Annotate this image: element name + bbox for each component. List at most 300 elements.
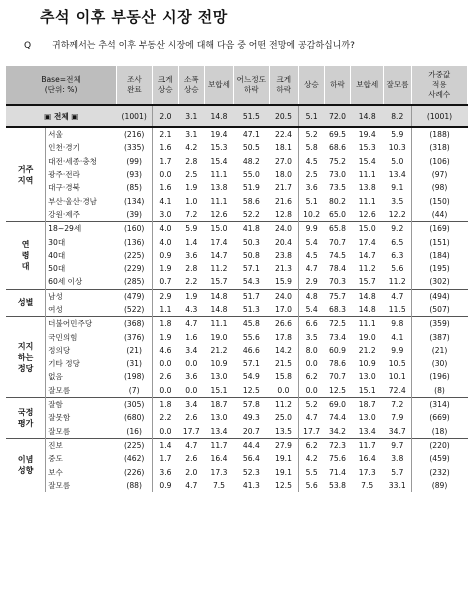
table-row [6,357,468,370]
table-cell: 17.7 [298,425,324,439]
total-cell: 14.8 [204,105,233,127]
table-cell: 12.8 [275,209,292,219]
table-cell: 0.0 [159,426,172,436]
table-cell: 10.1 [388,372,406,382]
table-cell: 51.7 [234,289,270,303]
table-cell: 73.5 [329,183,346,193]
table-cell: 7.9 [391,413,404,423]
table-cell: 5.9 [178,222,204,236]
table-cell: 27.0 [275,156,292,166]
table-cell: (169) [411,222,467,236]
table-row [6,181,468,194]
table-body [6,105,468,492]
table-cell: 6.3 [391,250,404,260]
table-cell: 75.7 [324,289,350,303]
table-cell: 13.0 [358,372,376,382]
table-cell: 68.3 [329,305,346,314]
column-header: 크게 상승 [152,66,178,105]
row-label: 기타 정당 [48,359,80,369]
table-cell: (89) [411,479,467,492]
table-cell: 15.1 [210,385,228,395]
table-cell: 21.7 [275,183,292,193]
table-cell: 3.8 [391,454,404,464]
question-marker: Q [24,41,32,51]
table-cell: 41.3 [242,480,260,490]
table-row [6,262,468,275]
table-row [6,155,468,168]
table-cell: 18.7 [351,397,384,411]
table-cell: (44) [411,208,467,222]
table-cell: 21.2 [358,345,376,355]
table-cell: 20.4 [275,237,292,247]
table-cell: 72.3 [324,438,350,452]
row-label: 강원·제주 [48,209,80,219]
total-cell: 14.8 [351,105,384,127]
table-cell: 1.7 [159,454,172,464]
table-cell: 6.2 [298,370,324,383]
table-cell: 11.1 [210,170,228,180]
table-cell: (359) [411,317,467,331]
total-cell: 20.5 [269,105,298,127]
table-cell: 7.5 [361,480,374,490]
group-label: 지지 하는 정당 [6,317,46,398]
table-cell: 68.6 [329,143,346,153]
table-cell: 19.4 [210,130,228,140]
table-cell: (31) [117,357,153,370]
table-cell: 2.9 [298,275,324,289]
table-cell: 9.9 [391,345,404,355]
table-cell: 15.1 [358,385,376,395]
table-row [6,465,468,478]
table-cell: 4.7 [298,411,324,424]
table-cell: 9.9 [298,222,324,236]
table-row [6,452,468,465]
table-cell: 5.7 [391,467,404,477]
row-label: 60세 이상 [48,277,83,287]
table-cell: 14.8 [351,289,384,303]
row-label: 서울 [48,130,63,140]
table-cell: 13.8 [210,183,228,193]
table-cell: (136) [117,235,153,248]
table-cell: 4.7 [384,289,411,303]
table-cell: 55.0 [242,170,260,180]
table-row [6,370,468,383]
table-cell: (220) [411,438,467,452]
table-cell: 11.1 [204,317,233,331]
table-cell: 22.4 [275,130,292,140]
table-cell: 2.1 [159,130,172,140]
table-cell: 0.9 [159,480,172,490]
table-cell: 69.0 [324,397,350,411]
table-cell: 17.7 [182,426,200,436]
table-cell: 9.1 [391,183,404,193]
table-cell: 15.0 [204,222,233,236]
table-cell: 14.2 [275,345,292,355]
row-label: 50대 [48,264,66,274]
table-cell: 73.0 [329,170,346,180]
table-cell: 4.3 [185,305,198,314]
table-cell: (99) [117,155,153,168]
table-cell: (184) [411,249,467,262]
table-cell: 27.9 [269,438,298,452]
table-cell: 1.9 [159,264,172,274]
table-cell: 5.6 [298,479,324,492]
table-row [6,425,468,439]
table-cell: 4.7 [178,438,204,452]
table-cell: 21.6 [275,196,292,206]
table-cell: 65.8 [324,222,350,236]
column-header: 하락 [324,66,350,105]
table-cell: (18) [411,425,467,439]
table-cell: 69.5 [329,130,346,140]
table-cell: 4.0 [159,237,172,247]
table-cell: 4.2 [298,452,324,465]
table-row [6,141,468,154]
table-cell: 11.1 [358,170,376,180]
row-label: 중도 [48,454,63,464]
row-label: 40대 [48,250,66,260]
group-label: 성별 [6,289,46,317]
table-cell: (216) [117,127,153,141]
table-cell: 11.2 [269,397,298,411]
table-cell: 5.9 [391,130,404,140]
header-base: Base=전체 (단위: %) [6,66,117,105]
table-row [6,330,468,343]
row-label: 잘모름 [48,480,71,490]
row-label: 잘모름 [48,385,71,395]
table-cell: 45.8 [234,317,270,331]
table-row [6,303,468,317]
table-cell: (198) [117,370,153,383]
total-cell: (1001) [117,105,153,127]
table-cell: 15.0 [351,222,384,236]
table-cell: 11.7 [204,438,233,452]
table-cell: 54.9 [242,372,260,382]
total-cell: (1001) [411,105,467,127]
row-label: 남성 [46,289,117,303]
table-cell: 10.9 [210,359,228,369]
table-row [6,235,468,248]
table-cell: 15.7 [210,277,228,287]
row-label: 보수 [48,467,63,477]
table-cell: 52.3 [242,467,260,477]
table-cell: 11.7 [351,438,384,452]
table-cell: 12.6 [210,209,228,219]
table-cell: 15.3 [210,143,228,153]
table-cell: 17.3 [210,467,228,477]
table-cell: 46.6 [242,345,260,355]
results-table [6,66,468,492]
table-cell: 4.5 [298,249,324,262]
table-cell: 51.3 [242,305,260,314]
table-cell: 65.0 [329,209,346,219]
table-cell: 0.0 [277,385,290,395]
table-cell: 72.5 [324,317,350,331]
table-cell: 3.6 [185,250,198,260]
table-cell: 1.0 [185,196,198,206]
table-cell: 5.4 [298,303,324,317]
table-cell: 13.8 [358,183,376,193]
table-cell: 11.1 [351,317,384,331]
table-cell: (494) [411,289,467,303]
table-cell: 57.1 [242,359,260,369]
table-cell: (21) [117,344,153,357]
table-cell: 12.5 [275,480,292,490]
table-cell: (479) [117,289,153,303]
table-row [6,275,468,289]
table-cell: 5.0 [391,156,404,166]
total-cell: 3.1 [178,105,204,127]
table-cell: 70.7 [329,237,346,247]
table-cell: 21.2 [210,345,228,355]
table-cell: 10.3 [388,143,406,153]
table-cell: (188) [411,127,467,141]
table-cell: 4.7 [178,317,204,331]
table-cell: 78.6 [329,359,346,369]
table-cell: 1.4 [152,438,178,452]
row-label: 광주·전라 [48,170,80,180]
row-label: 부산·울산·경남 [48,196,98,206]
table-cell: (93) [117,168,153,181]
table-cell: (16) [117,425,153,439]
table-cell: 3.5 [298,330,324,343]
table-cell: 34.2 [329,426,346,436]
table-cell: 5.2 [298,397,324,411]
table-cell: 80.2 [329,196,346,206]
table-cell: 14.7 [358,250,376,260]
column-header: 조사 완료 [117,66,153,105]
table-cell: (285) [117,275,153,289]
table-cell: (387) [411,330,467,343]
table-cell: 1.6 [159,143,172,153]
table-cell: (30) [411,357,467,370]
table-cell: 72.4 [388,385,406,395]
column-header: 가중값 적용 사례수 [411,66,467,105]
table-cell: (21) [411,344,467,357]
table-cell: 3.5 [391,196,404,206]
table-cell: 10.5 [388,359,406,369]
table-cell: 57.8 [234,397,270,411]
table-cell: 4.2 [185,143,198,153]
table-cell: 12.2 [388,209,406,219]
table-cell: 47.1 [242,130,260,140]
column-header: 보합세 [351,66,384,105]
table-cell: 13.4 [210,426,228,436]
table-cell: 78.4 [329,264,346,274]
table-cell: 11.2 [388,277,406,287]
table-cell: 19.1 [275,467,292,477]
table-cell: 23.8 [275,250,292,260]
table-cell: 4.5 [298,155,324,168]
group-label: 연 령 대 [6,222,46,289]
table-cell: 14.8 [204,289,233,303]
table-cell: 3.0 [159,209,172,219]
table-cell: 17.0 [275,305,292,314]
group-label: 국정 평가 [6,397,46,438]
column-header: 소폭 상승 [178,66,204,105]
table-cell: 2.8 [185,264,198,274]
table-cell: 60.9 [329,345,346,355]
table-cell: 5.4 [298,235,324,248]
table-cell: 2.9 [152,289,178,303]
table-cell: 18.1 [275,143,292,153]
table-cell: 17.3 [358,467,376,477]
table-cell: (376) [117,330,153,343]
table-cell: 13.5 [275,426,292,436]
table-cell: 58.6 [242,196,260,206]
table-row [6,127,468,141]
table-cell: (335) [117,141,153,154]
row-label: 없음 [48,372,63,382]
row-label: 인천·경기 [48,143,80,153]
table-cell: (196) [411,370,467,383]
table-cell: (507) [411,303,467,317]
table-cell: 19.4 [358,130,376,140]
row-label: 여성 [48,305,63,314]
table-cell: (232) [411,465,467,478]
table-cell: 24.0 [269,289,298,303]
table-cell: 18.7 [204,397,233,411]
total-cell: 5.1 [298,105,324,127]
row-label: 국민의힘 [48,332,78,342]
table-cell: 10.2 [298,208,324,222]
table-cell: 1.7 [159,156,172,166]
group-label: 이념 성향 [6,438,46,492]
table-cell: 0.0 [185,385,198,395]
table-cell: 9.8 [384,317,411,331]
table-cell: 1.6 [185,332,198,342]
table-header [6,66,468,105]
table-cell: 2.6 [185,454,198,464]
table-cell: 12.6 [358,209,376,219]
table-cell: 44.4 [234,438,270,452]
table-cell: 13.0 [358,413,376,423]
table-cell: 1.9 [185,183,198,193]
table-cell: (106) [411,155,467,168]
table-cell: 0.0 [159,359,172,369]
table-cell: 4.7 [298,262,324,275]
table-row [6,438,468,452]
table-cell: 0.0 [298,384,324,398]
row-label: 정의당 [48,345,71,355]
table-cell: (39) [117,208,153,222]
table-cell: 21.3 [275,264,292,274]
table-cell: 12.5 [242,385,260,395]
row-label: 30대 [48,237,66,247]
table-cell: 14.8 [358,305,376,314]
table-cell: 74.5 [329,250,346,260]
table-cell: (97) [411,168,467,181]
table-cell: (318) [411,141,467,154]
table-cell: 15.3 [358,143,376,153]
table-cell: (98) [411,181,467,194]
table-cell: (368) [117,317,153,331]
table-cell: (160) [117,222,153,236]
table-cell: 17.4 [210,237,228,247]
table-cell: 25.0 [275,413,292,423]
table-cell: 15.8 [275,372,292,382]
table-cell: 11.2 [358,264,376,274]
table-row [6,168,468,181]
table-cell: (229) [117,262,153,275]
table-cell: 50.5 [242,143,260,153]
table-cell: 13.0 [210,372,228,382]
table-cell: 1.9 [159,332,172,342]
table-cell: 3.6 [185,372,198,382]
table-cell: 5.1 [298,194,324,207]
table-cell: 15.4 [210,156,228,166]
table-cell: 3.6 [298,181,324,194]
table-cell: 18.0 [275,170,292,180]
table-cell: (305) [117,397,153,411]
table-cell: (8) [411,384,467,398]
table-cell: 16.4 [210,454,228,464]
table-cell: (225) [117,249,153,262]
table-cell: (459) [411,452,467,465]
table-cell: (669) [411,411,467,424]
table-cell: 0.0 [185,359,198,369]
table-cell: (462) [117,452,153,465]
table-cell: (226) [117,465,153,478]
column-header: 크게 하락 [269,66,298,105]
table-cell: 4.6 [159,345,172,355]
table-cell: 9.2 [384,222,411,236]
column-header: 어느정도 하락 [234,66,270,105]
row-label: 18~29세 [46,222,117,236]
column-header: 잘모름 [384,66,411,105]
table-cell: 48.2 [242,156,260,166]
table-cell: 11.1 [210,196,228,206]
column-header: 상승 [298,66,324,105]
table-cell: 6.5 [391,237,404,247]
page-title: 추석 이후 부동산 시장 전망 [40,8,228,26]
table-cell: 0.0 [298,357,324,370]
table-cell: 0.9 [159,250,172,260]
table-cell: 73.4 [329,332,346,342]
row-label: 잘못함 [48,413,71,423]
table-cell: (522) [117,303,153,317]
table-cell: 11.2 [210,264,228,274]
total-cell: 2.0 [152,105,178,127]
table-cell: 4.1 [391,332,404,342]
table-cell: (85) [117,181,153,194]
table-cell: 15.9 [275,277,292,287]
table-cell: (225) [117,438,153,452]
group-label: 거주 지역 [6,127,46,222]
table-cell: 75.6 [329,454,346,464]
table-cell: 0.7 [159,277,172,287]
table-cell: 5.5 [298,465,324,478]
row-label: 잘모름 [48,426,71,436]
table-cell: 17.4 [358,237,376,247]
table-cell: 17.8 [275,332,292,342]
table-cell: (151) [411,235,467,248]
table-cell: 3.4 [185,345,198,355]
table-cell: 4.7 [185,480,198,490]
table-cell: 53.8 [329,480,346,490]
table-row [6,411,468,424]
table-cell: 19.0 [358,332,376,342]
row-label: 잘함 [46,397,117,411]
table-cell: 3.1 [185,130,198,140]
table-cell: 0.0 [159,170,172,180]
table-cell: 50.3 [242,237,260,247]
table-row [6,194,468,207]
table-cell: 8.0 [298,344,324,357]
table-cell: (302) [411,275,467,289]
table-cell: 19.1 [275,454,292,464]
table-cell: 70.7 [329,372,346,382]
